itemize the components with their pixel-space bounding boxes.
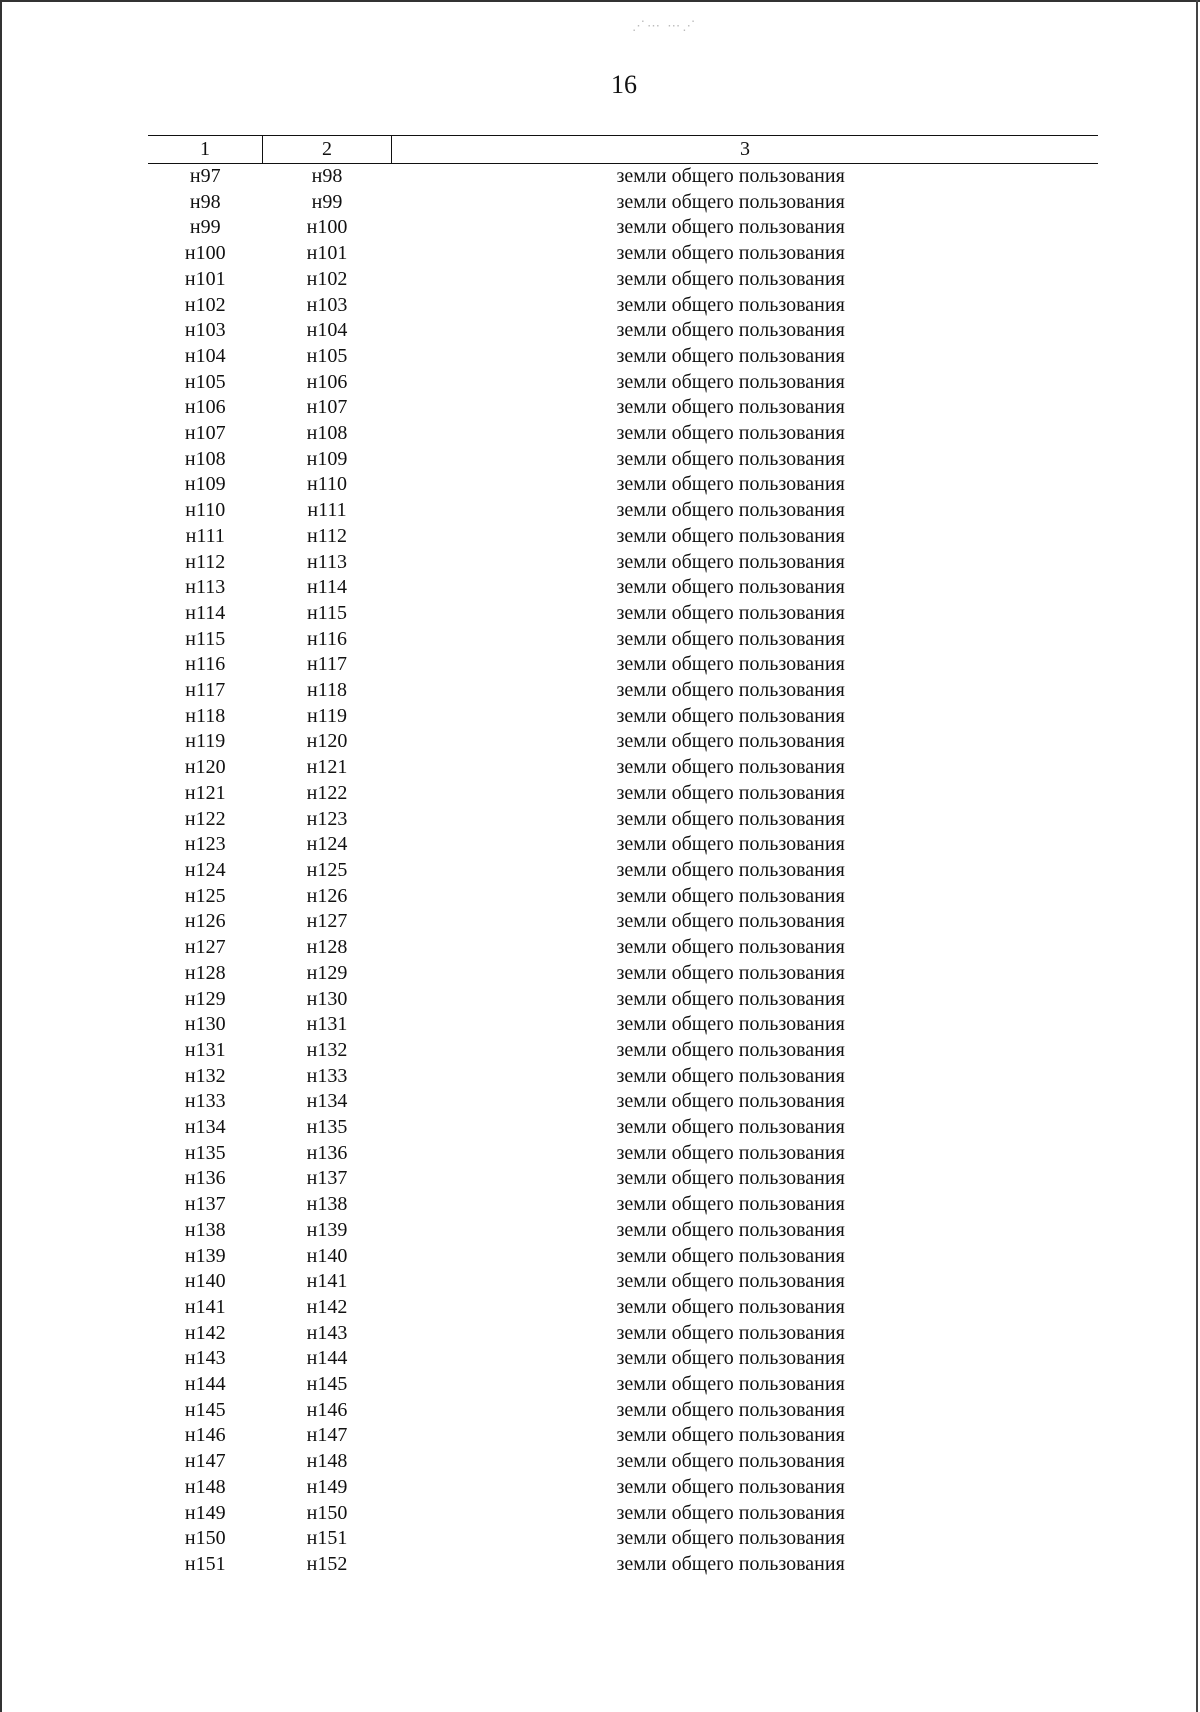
cell-description: земли общего пользования <box>616 1013 845 1036</box>
cell-to-point: н145 <box>306 1373 348 1396</box>
cell-description: земли общего пользования <box>616 704 845 727</box>
cell-from-point: н98 <box>189 190 221 213</box>
table-row <box>148 1501 1098 1527</box>
cell-from-point: н139 <box>184 1244 226 1267</box>
table-row <box>148 755 1098 781</box>
table-row <box>148 344 1098 370</box>
cell-from-point: н105 <box>184 370 226 393</box>
table-row <box>148 190 1098 216</box>
scan-edge-top <box>0 0 1200 2</box>
table-row <box>148 1346 1098 1372</box>
cell-from-point: н101 <box>184 267 226 290</box>
table-row <box>148 1372 1098 1398</box>
cell-to-point: н123 <box>306 807 348 830</box>
cell-to-point: н101 <box>306 242 348 265</box>
cell-from-point: н110 <box>185 499 226 522</box>
cell-to-point: н98 <box>311 165 343 187</box>
cell-description: земли общего пользования <box>616 267 845 290</box>
cell-description: земли общего пользования <box>616 1475 845 1498</box>
cell-to-point: н116 <box>307 627 347 650</box>
table-row <box>148 652 1098 678</box>
cell-from-point: н131 <box>184 1038 226 1061</box>
cell-to-point: н102 <box>306 267 348 290</box>
cell-from-point: н138 <box>184 1218 226 1241</box>
cell-to-point: н114 <box>307 576 347 599</box>
table-row <box>148 678 1098 704</box>
table-row <box>148 370 1098 396</box>
cell-description: земли общего пользования <box>616 1141 845 1164</box>
cell-description: земли общего пользования <box>616 165 845 187</box>
cell-to-point: н104 <box>306 319 348 342</box>
cell-description: земли общего пользования <box>616 807 845 830</box>
cell-description: земли общего пользования <box>616 1373 845 1396</box>
cell-to-point: н127 <box>306 910 348 933</box>
cell-description: земли общего пользования <box>616 1038 845 1061</box>
cell-from-point: н119 <box>185 730 226 753</box>
cell-description: земли общего пользования <box>616 653 845 676</box>
cell-description: земли общего пользования <box>616 1244 845 1267</box>
table-row <box>148 601 1098 627</box>
cell-to-point: н139 <box>306 1218 348 1241</box>
cell-to-point: н121 <box>306 756 348 779</box>
cell-to-point: н149 <box>306 1475 348 1498</box>
cell-description: земли общего пользования <box>616 884 845 907</box>
cell-to-point: н140 <box>306 1244 348 1267</box>
cell-from-point: н106 <box>184 396 226 419</box>
cell-from-point: н151 <box>184 1552 226 1575</box>
cell-to-point: н151 <box>306 1527 348 1550</box>
cell-description: земли общего пользования <box>616 1270 845 1293</box>
cell-to-point: н109 <box>306 447 348 470</box>
cell-from-point: н103 <box>184 319 226 342</box>
cell-description: земли общего пользования <box>616 1347 845 1370</box>
cell-description: земли общего пользования <box>616 679 845 702</box>
cell-from-point: н114 <box>185 601 226 624</box>
cell-to-point: н128 <box>306 936 348 959</box>
table-row <box>148 1089 1098 1115</box>
cell-from-point: н104 <box>184 344 226 367</box>
cell-from-point: н100 <box>184 242 226 265</box>
cell-to-point: н122 <box>306 781 348 804</box>
cell-to-point: н118 <box>307 679 347 702</box>
cell-description: земли общего пользования <box>616 242 845 265</box>
cell-description: земли общего пользования <box>616 1218 845 1241</box>
cell-description: земли общего пользования <box>616 730 845 753</box>
cell-description: земли общего пользования <box>616 781 845 804</box>
cell-from-point: н140 <box>184 1270 226 1293</box>
header-col-3: 3 <box>392 136 1099 164</box>
cell-to-point: н134 <box>306 1090 348 1113</box>
cell-to-point: н113 <box>307 550 347 573</box>
table-header-row <box>148 136 1098 164</box>
cell-description: земли общего пользования <box>616 1398 845 1421</box>
cell-from-point: н117 <box>185 679 226 702</box>
cell-to-point: н135 <box>306 1116 348 1139</box>
cell-from-point: н149 <box>184 1501 226 1524</box>
cell-from-point: н127 <box>184 936 226 959</box>
cell-from-point: н132 <box>184 1064 226 1087</box>
cell-from-point: н112 <box>185 550 226 573</box>
table-row <box>148 1012 1098 1038</box>
table-row <box>148 241 1098 267</box>
cell-from-point: н111 <box>185 524 225 547</box>
boundary-table <box>148 135 1098 1578</box>
table-row <box>148 1218 1098 1244</box>
table-row <box>148 498 1098 524</box>
table-row <box>148 1115 1098 1141</box>
cell-to-point: н141 <box>306 1270 348 1293</box>
cell-description: земли общего пользования <box>616 1064 845 1087</box>
cell-to-point: н143 <box>306 1321 348 1344</box>
cell-from-point: н97 <box>189 165 221 187</box>
cell-description: земли общего пользования <box>616 370 845 393</box>
cell-to-point: н131 <box>306 1013 348 1036</box>
cell-description: земли общего пользования <box>616 473 845 496</box>
table-body <box>148 164 1098 1578</box>
cell-to-point: н124 <box>306 833 348 856</box>
cell-to-point: н146 <box>306 1398 348 1421</box>
cell-from-point: н133 <box>184 1090 226 1113</box>
table-row <box>148 832 1098 858</box>
cell-to-point: н126 <box>306 884 348 907</box>
cell-from-point: н129 <box>184 987 226 1010</box>
cell-from-point: н124 <box>184 858 226 881</box>
cell-to-point: н120 <box>306 730 348 753</box>
table-row <box>148 318 1098 344</box>
cell-to-point: н112 <box>307 524 347 547</box>
cell-description: земли общего пользования <box>616 319 845 342</box>
cell-to-point: н137 <box>306 1167 348 1190</box>
table-row <box>148 395 1098 421</box>
scan-edge-left <box>0 0 2 1712</box>
cell-description: земли общего пользования <box>616 550 845 573</box>
page-number: 16 <box>611 70 637 99</box>
cell-to-point: н133 <box>306 1064 348 1087</box>
cell-description: земли общего пользования <box>616 987 845 1010</box>
table-row <box>148 627 1098 653</box>
cell-to-point: н115 <box>307 601 347 624</box>
table-row <box>148 1141 1098 1167</box>
table-row <box>148 1398 1098 1424</box>
faint-handwritten-mark: ⋰⋯ ⋯⋰ <box>632 18 698 33</box>
cell-from-point: н115 <box>185 627 226 650</box>
table-row <box>148 1064 1098 1090</box>
table-row <box>148 1475 1098 1501</box>
cell-description: земли общего пользования <box>616 1527 845 1550</box>
cell-from-point: н150 <box>184 1527 226 1550</box>
table-row <box>148 987 1098 1013</box>
table-row <box>148 267 1098 293</box>
cell-from-point: н142 <box>184 1321 226 1344</box>
table-row <box>148 781 1098 807</box>
table-row <box>148 421 1098 447</box>
cell-description: земли общего пользования <box>616 1450 845 1473</box>
cell-from-point: н125 <box>184 884 226 907</box>
boundary-table-grid <box>148 135 1098 1578</box>
cell-to-point: н110 <box>307 473 347 496</box>
cell-to-point: н138 <box>306 1193 348 1216</box>
cell-from-point: н147 <box>184 1450 226 1473</box>
cell-description: земли общего пользования <box>616 910 845 933</box>
cell-from-point: н126 <box>184 910 226 933</box>
cell-to-point: н108 <box>306 422 348 445</box>
cell-description: земли общего пользования <box>616 447 845 470</box>
cell-description: земли общего пользования <box>616 833 845 856</box>
cell-description: земли общего пользования <box>616 1116 845 1139</box>
table-row <box>148 293 1098 319</box>
cell-from-point: н146 <box>184 1424 226 1447</box>
cell-description: земли общего пользования <box>616 627 845 650</box>
header-col-1: 1 <box>148 136 263 164</box>
scan-edge-right <box>1196 0 1198 1712</box>
cell-description: земли общего пользования <box>616 1193 845 1216</box>
cell-description: земли общего пользования <box>616 1295 845 1318</box>
table-row <box>148 1244 1098 1270</box>
cell-to-point: н125 <box>306 858 348 881</box>
cell-from-point: н113 <box>185 576 226 599</box>
table-row <box>148 1166 1098 1192</box>
table-row <box>148 1321 1098 1347</box>
cell-from-point: н118 <box>185 704 226 727</box>
cell-from-point: н109 <box>184 473 226 496</box>
table-row <box>148 961 1098 987</box>
cell-description: земли общего пользования <box>616 936 845 959</box>
table-row <box>148 215 1098 241</box>
table-row <box>148 524 1098 550</box>
table-row <box>148 472 1098 498</box>
cell-description: земли общего пользования <box>616 756 845 779</box>
cell-from-point: н137 <box>184 1193 226 1216</box>
cell-description: земли общего пользования <box>616 1501 845 1524</box>
cell-from-point: н135 <box>184 1141 226 1164</box>
cell-from-point: н136 <box>184 1167 226 1190</box>
cell-from-point: н107 <box>184 422 226 445</box>
table-row <box>148 1449 1098 1475</box>
cell-to-point: н106 <box>306 370 348 393</box>
cell-from-point: н128 <box>184 961 226 984</box>
table-row <box>148 1423 1098 1449</box>
cell-description: земли общего пользования <box>616 858 845 881</box>
cell-description: земли общего пользования <box>616 524 845 547</box>
table-row <box>148 704 1098 730</box>
cell-description: земли общего пользования <box>616 1167 845 1190</box>
cell-description: земли общего пользования <box>616 1424 845 1447</box>
cell-to-point: н130 <box>306 987 348 1010</box>
table-row <box>148 807 1098 833</box>
cell-from-point: н134 <box>184 1116 226 1139</box>
cell-to-point: н148 <box>306 1450 348 1473</box>
table-row <box>148 1526 1098 1552</box>
cell-from-point: н141 <box>184 1295 226 1318</box>
cell-to-point: н100 <box>306 216 348 239</box>
table-row <box>148 858 1098 884</box>
cell-from-point: н123 <box>184 833 226 856</box>
cell-from-point: н143 <box>184 1347 226 1370</box>
cell-description: земли общего пользования <box>616 396 845 419</box>
cell-description: земли общего пользования <box>616 961 845 984</box>
cell-description: земли общего пользования <box>616 576 845 599</box>
table-row <box>148 935 1098 961</box>
cell-description: земли общего пользования <box>616 1552 845 1575</box>
cell-description: земли общего пользования <box>616 293 845 316</box>
cell-to-point: н99 <box>311 190 343 213</box>
cell-to-point: н136 <box>306 1141 348 1164</box>
cell-to-point: н105 <box>306 344 348 367</box>
table-row <box>148 1295 1098 1321</box>
table-row <box>148 164 1098 190</box>
cell-from-point: н102 <box>184 293 226 316</box>
cell-description: земли общего пользования <box>616 190 845 213</box>
table-row <box>148 909 1098 935</box>
table-row <box>148 729 1098 755</box>
table-row <box>148 1269 1098 1295</box>
cell-to-point: н132 <box>306 1038 348 1061</box>
cell-to-point: н103 <box>306 293 348 316</box>
cell-to-point: н107 <box>306 396 348 419</box>
cell-from-point: н145 <box>184 1398 226 1421</box>
cell-from-point: н108 <box>184 447 226 470</box>
cell-to-point: н142 <box>306 1295 348 1318</box>
cell-description: земли общего пользования <box>616 1321 845 1344</box>
cell-to-point: н111 <box>307 499 347 522</box>
cell-to-point: н152 <box>306 1552 348 1575</box>
cell-description: земли общего пользования <box>616 422 845 445</box>
cell-from-point: н121 <box>184 781 226 804</box>
cell-description: земли общего пользования <box>616 344 845 367</box>
table-row <box>148 550 1098 576</box>
table-row <box>148 884 1098 910</box>
cell-from-point: н122 <box>184 807 226 830</box>
cell-from-point: н120 <box>184 756 226 779</box>
cell-to-point: н147 <box>306 1424 348 1447</box>
table-row <box>148 575 1098 601</box>
cell-to-point: н119 <box>307 704 347 727</box>
cell-to-point: н144 <box>306 1347 348 1370</box>
cell-description: земли общего пользования <box>616 1090 845 1113</box>
cell-description: земли общего пользования <box>616 499 845 522</box>
header-col-2: 2 <box>263 136 392 164</box>
cell-to-point: н150 <box>306 1501 348 1524</box>
cell-from-point: н144 <box>184 1373 226 1396</box>
cell-description: земли общего пользования <box>616 216 845 239</box>
cell-description: земли общего пользования <box>616 601 845 624</box>
table-row <box>148 447 1098 473</box>
cell-to-point: н117 <box>307 653 347 676</box>
table-row <box>148 1552 1098 1578</box>
cell-from-point: н148 <box>184 1475 226 1498</box>
cell-from-point: н99 <box>189 216 221 239</box>
table-row <box>148 1192 1098 1218</box>
cell-from-point: н116 <box>185 653 226 676</box>
table-row <box>148 1038 1098 1064</box>
cell-to-point: н129 <box>306 961 348 984</box>
cell-from-point: н130 <box>184 1013 226 1036</box>
